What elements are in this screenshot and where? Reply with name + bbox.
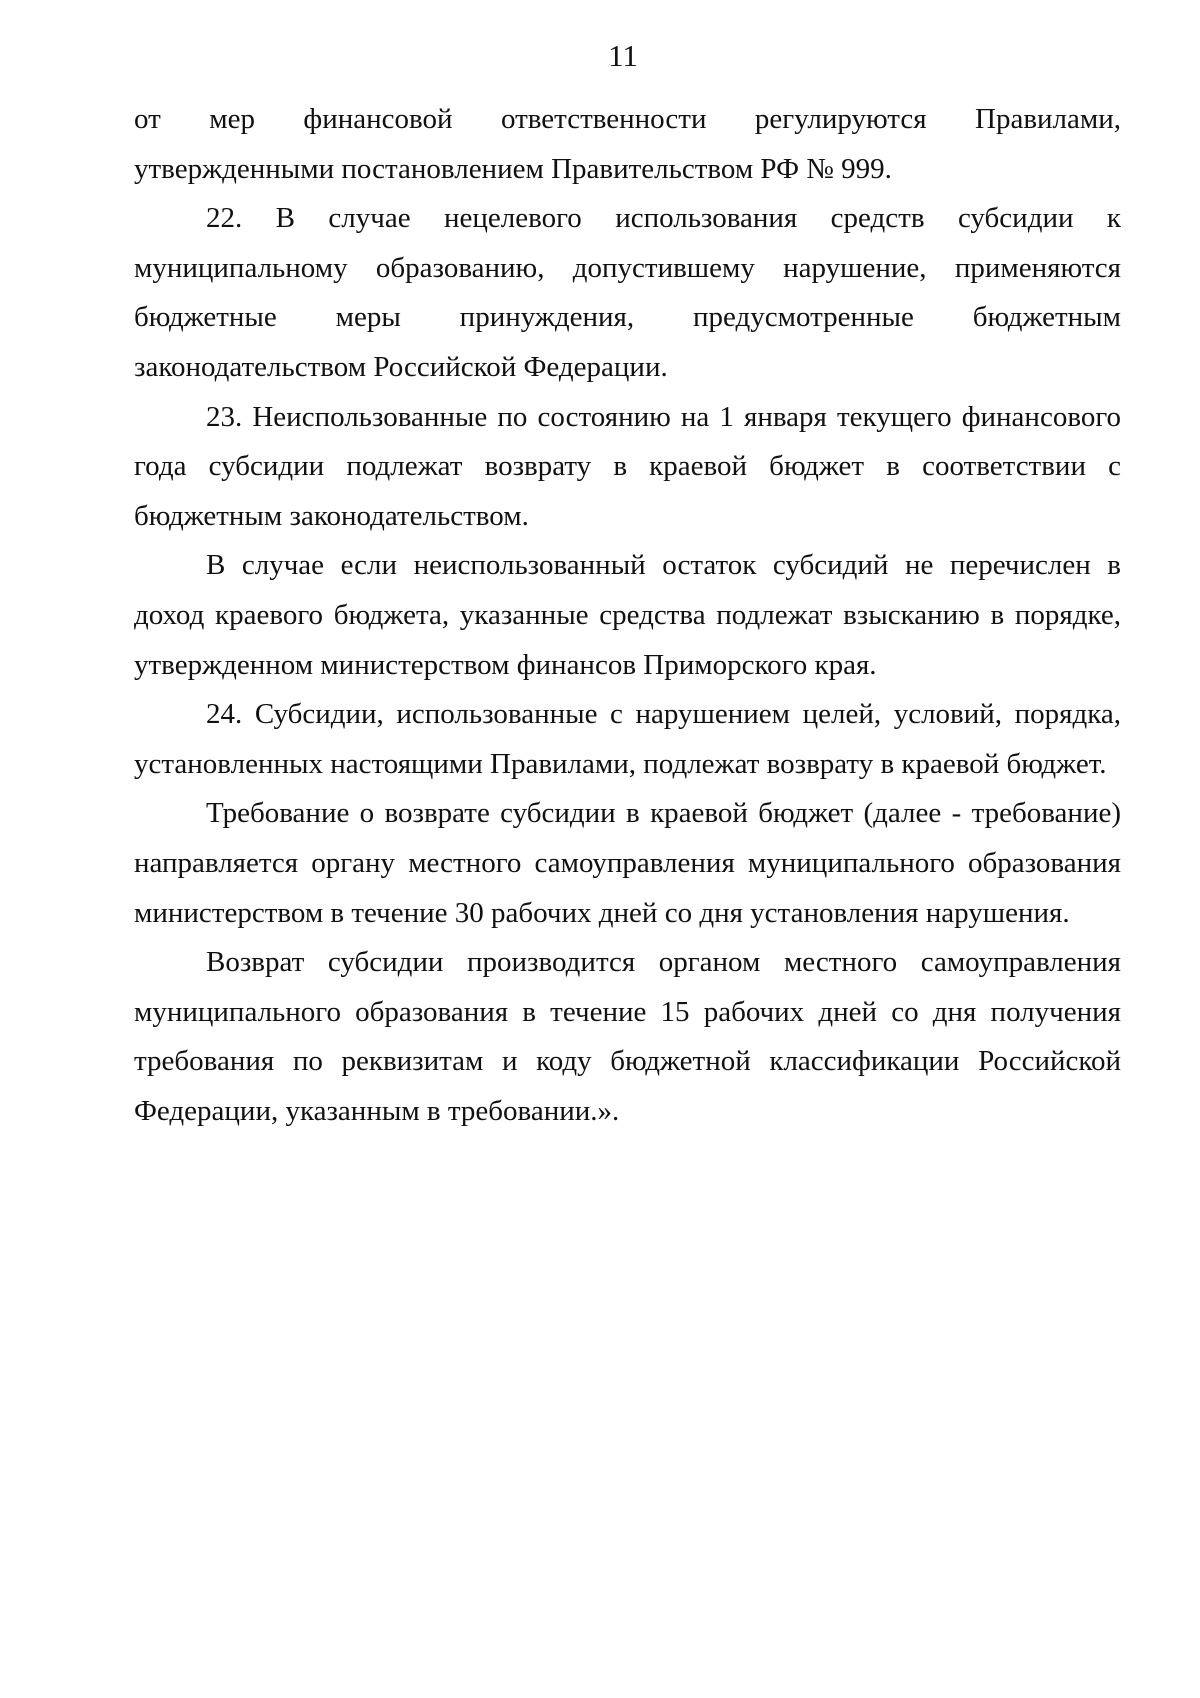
paragraph-23-second: В случае если неиспользованный остаток субсидий не перечислен в доход краевого бюджета, указанные средства подлежат взысканию в порядке, утвержденном министерством финансов Приморского края. bbox=[134, 549, 1121, 681]
paragraph-24-return: Возврат субсидии производится органом местного самоуправления муниципального образования в течение 15 рабочих дней со дня получения требования по реквизитам и коду бюджетной классификации Российской Федерации, указанным в требовании.». bbox=[134, 946, 1121, 1127]
paragraph-22: 22. В случае нецелевого использования средств субсидии к муниципальному образованию, допустившему нарушение, применяются бюджетные меры принуждения, предусмотренные бюджетным законодательством Российской Федерации. bbox=[134, 202, 1121, 383]
paragraph-24: 24. Субсидии, использованные с нарушением целей, условий, порядка, установленных настоящими Правилами, подлежат возврату в краевой бюджет. bbox=[134, 698, 1121, 780]
paragraph-23: 23. Неиспользованные по состоянию на 1 января текущего финансового года субсидии подлежат возврату в краевой бюджет в соответствии с бюджетным законодательством. bbox=[134, 400, 1121, 532]
paragraph-continuation: от мер финансовой ответственности регулируются Правилами, утвержденными постановлением Правительством РФ № 999. bbox=[134, 103, 1121, 185]
page-number: 11 bbox=[608, 38, 638, 73]
document-body bbox=[134, 95, 1121, 1136]
paragraph-24-requirement: Требование о возврате субсидии в краевой бюджет (далее - требование) направляется органу местного самоуправления муниципального образования министерством в течение 30 рабочих дней со дня установления нарушения. bbox=[134, 797, 1121, 929]
